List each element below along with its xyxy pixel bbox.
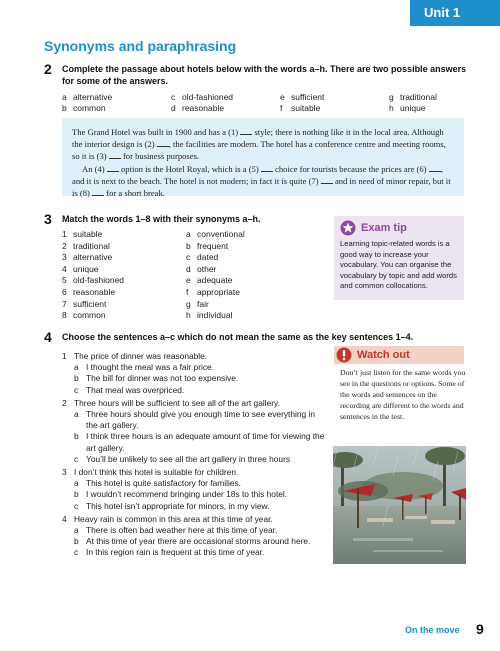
key-text: The price of dinner was reasonable. <box>74 351 208 361</box>
exam-tip-heading: Exam tip <box>361 222 407 234</box>
option-letter: c <box>74 453 79 464</box>
option-text: This hotel isn’t appropriate for minors, in my view. <box>86 500 270 511</box>
option-sentence <box>62 454 326 465</box>
q3-number: 3 <box>44 211 52 227</box>
passage-text: and in need of minor repair, but it is (8) <box>72 175 451 199</box>
option-text: At this time of year there are occasional storms around here. <box>86 536 311 547</box>
watch-out-body: Don’t just listen for the same words you see in the questions or options. Some of the words and sentences on the recording are different to the words and sentences in the test. <box>340 368 466 421</box>
option-sentence <box>62 525 326 536</box>
option-letter: d <box>171 103 176 113</box>
answer-blank[interactable] <box>240 127 252 135</box>
option-sentence <box>62 547 326 558</box>
beach-umbrellas-image <box>333 446 466 564</box>
match-word: fair <box>197 298 209 309</box>
option-letter: h <box>389 103 394 113</box>
match-item <box>186 229 245 241</box>
watch-out-header <box>334 346 464 364</box>
match-item <box>62 310 124 322</box>
q2-number: 2 <box>44 61 52 77</box>
match-number: 6 <box>62 286 67 297</box>
passage-text: option is the Hotel Royal, which is a (5) <box>121 163 259 174</box>
option-sentence <box>62 489 326 500</box>
answer-blank[interactable] <box>429 164 441 172</box>
option-sentence <box>62 501 326 512</box>
q3-left-column <box>62 229 124 322</box>
exam-tip-box <box>334 216 464 300</box>
option-text: You’ll be unlikely to see all the art gallery in three hours <box>86 453 291 464</box>
match-word: suitable <box>73 229 103 239</box>
match-item <box>62 275 124 287</box>
match-item <box>62 241 124 253</box>
option-sentence <box>62 385 326 396</box>
option-letter: c <box>74 384 79 395</box>
match-number: 5 <box>62 275 67 286</box>
match-letter: b <box>186 240 191 251</box>
option-text: I wouldn’t recommend bringing under 18s to this hotel. <box>86 489 288 500</box>
key-text: Three hours will be sufficient to see all of the art gallery. <box>74 397 280 408</box>
exam-tip-header <box>340 220 458 236</box>
match-number: 7 <box>62 298 67 309</box>
passage-paragraph-2 <box>72 163 454 200</box>
option-d <box>171 102 224 114</box>
match-word: appropriate <box>197 286 241 297</box>
answer-blank[interactable] <box>92 188 104 196</box>
answer-blank[interactable] <box>321 176 333 184</box>
option-letter: c <box>74 547 79 558</box>
answer-blank[interactable] <box>109 151 121 159</box>
option-letter: c <box>74 500 79 511</box>
passage-text: style; there is nothing like it in the local area. Although the interior design is (2) <box>72 127 444 150</box>
option-letter: b <box>74 431 79 442</box>
match-word: frequent <box>197 240 229 251</box>
option-sentence <box>62 536 326 547</box>
answer-blank[interactable] <box>261 164 273 172</box>
key-number: 1 <box>62 351 67 361</box>
passage-text: for a short break. <box>106 188 165 199</box>
option-text: I think three hours is an adequate amount of time for viewing the art gallery. <box>86 431 325 453</box>
match-item <box>62 299 124 311</box>
passage-text: An (4) <box>82 163 105 174</box>
answer-blank[interactable] <box>157 139 169 147</box>
passage-text: , the facilities are modern. The hotel has a conference centre and meeting rooms, so it is (3) <box>72 139 446 162</box>
option-text: That meal was overpriced. <box>86 384 185 395</box>
match-item <box>186 310 245 322</box>
match-number: 8 <box>62 310 67 321</box>
option-letter: a <box>74 525 79 536</box>
option-sentence <box>62 431 326 453</box>
passage-text: The Grand Hotel was built in 1900 and has a (1) <box>72 127 239 137</box>
key-number: 4 <box>62 513 67 524</box>
section-title: Synonyms and paraphrasing <box>44 38 237 54</box>
option-letter: a <box>74 362 79 373</box>
option-word: common <box>73 103 106 113</box>
answer-blank[interactable] <box>107 164 119 172</box>
match-item <box>186 275 245 287</box>
unit-tab: Unit 1 <box>410 0 500 26</box>
beach-photo <box>333 446 466 564</box>
option-text: In this region rain is frequent at this time of year. <box>86 547 265 558</box>
option-sentence <box>62 478 326 489</box>
option-letter: f <box>280 103 283 113</box>
watch-out-heading: Watch out <box>357 349 410 361</box>
match-item <box>186 299 245 311</box>
option-text: There is often bad weather here at this time of year. <box>86 525 278 536</box>
match-word: old-fashioned <box>73 275 125 286</box>
option-b <box>62 102 106 114</box>
match-word: common <box>73 310 106 321</box>
passage-text: , and it is next to the beach. The hotel is not modern; in fact it is quite (7) <box>72 163 443 186</box>
key-number: 3 <box>62 467 67 478</box>
option-letter: a <box>74 478 79 489</box>
match-letter: g <box>186 298 191 309</box>
q4-instruction: Choose the sentences a–c which do not mean the same as the key sentences 1–4. <box>62 332 414 342</box>
q3-right-column <box>186 229 245 322</box>
match-number: 4 <box>62 263 67 274</box>
key-text: I don’t think this hotel is suitable for children. <box>74 467 239 478</box>
q4-list <box>62 351 326 559</box>
option-word: sufficient <box>291 92 325 102</box>
match-word: unique <box>73 263 99 274</box>
page-number: 9 <box>476 621 484 637</box>
option-word: old-fashioned <box>182 92 234 102</box>
option-sentence <box>62 362 326 373</box>
q4-number: 4 <box>44 329 52 345</box>
option-text: Three hours should give you enough time to see everything in the art gallery. <box>86 409 316 431</box>
passage-text: for business purposes. <box>122 151 200 162</box>
match-letter: e <box>186 275 191 286</box>
match-number: 2 <box>62 240 67 251</box>
q3-instruction: Match the words 1–8 with their synonyms a–h. <box>62 214 261 224</box>
option-letter: b <box>74 489 79 500</box>
match-item <box>186 264 245 276</box>
match-word: adequate <box>197 275 233 286</box>
option-word: alternative <box>73 92 113 102</box>
match-word: conventional <box>197 229 245 239</box>
option-letter: e <box>280 92 285 102</box>
option-word: suitable <box>291 103 321 113</box>
match-word: traditional <box>73 240 110 251</box>
option-letter: b <box>74 536 79 547</box>
match-word: alternative <box>73 252 113 263</box>
option-sentence <box>62 373 326 384</box>
option-letter: g <box>389 92 394 102</box>
match-letter: a <box>186 229 191 239</box>
exclamation-icon <box>336 347 352 363</box>
passage-paragraph-1 <box>72 126 454 163</box>
option-sentence <box>62 409 326 431</box>
option-text: I thought the meal was a fair price. <box>86 362 215 373</box>
option-f <box>280 102 320 114</box>
match-letter: h <box>186 310 191 321</box>
match-word: dated <box>197 252 219 263</box>
match-item <box>62 287 124 299</box>
match-item <box>186 287 245 299</box>
match-word: reasonable <box>73 286 116 297</box>
match-letter: d <box>186 263 191 274</box>
exam-tip-body: Learning topic-related words is a good way to increase your vocabulary. You can organise the vocabulary by topic and add words and common collocations. <box>340 239 457 291</box>
match-item <box>62 264 124 276</box>
option-word: reasonable <box>182 103 225 113</box>
option-h <box>389 102 426 114</box>
match-item <box>186 241 245 253</box>
key-sentence <box>62 467 326 478</box>
match-item <box>62 252 124 264</box>
key-sentence <box>62 514 326 525</box>
match-word: sufficient <box>73 298 107 309</box>
match-item <box>62 229 124 241</box>
option-text: This hotel is quite satisfactory for families. <box>86 478 241 489</box>
option-letter: b <box>62 103 67 113</box>
option-letter: a <box>74 409 79 420</box>
option-letter: c <box>171 92 176 102</box>
match-word: individual <box>197 310 233 321</box>
option-letter: a <box>62 92 67 102</box>
match-number: 1 <box>62 229 67 239</box>
key-text: Heavy rain is common in this area at this time of year. <box>74 513 273 524</box>
option-letter: b <box>74 373 79 384</box>
match-letter: c <box>186 252 191 263</box>
passage-box <box>62 118 464 199</box>
match-number: 3 <box>62 252 67 263</box>
match-word: other <box>197 263 217 274</box>
star-badge-icon <box>340 220 356 236</box>
match-item <box>186 252 245 264</box>
option-text: The bill for dinner was not too expensive. <box>86 373 239 384</box>
option-word: traditional <box>400 92 437 102</box>
option-word: unique <box>400 103 426 113</box>
key-number: 2 <box>62 397 67 408</box>
match-letter: f <box>186 286 189 297</box>
passage-text: choice for tourists because the prices are (6) <box>275 163 427 174</box>
footer-label: On the move <box>405 625 460 635</box>
key-sentence <box>62 398 326 409</box>
key-sentence <box>62 351 326 362</box>
q2-instruction: Complete the passage about hotels below with the words a–h. There are two possible answers for some of the answers. <box>62 64 467 86</box>
